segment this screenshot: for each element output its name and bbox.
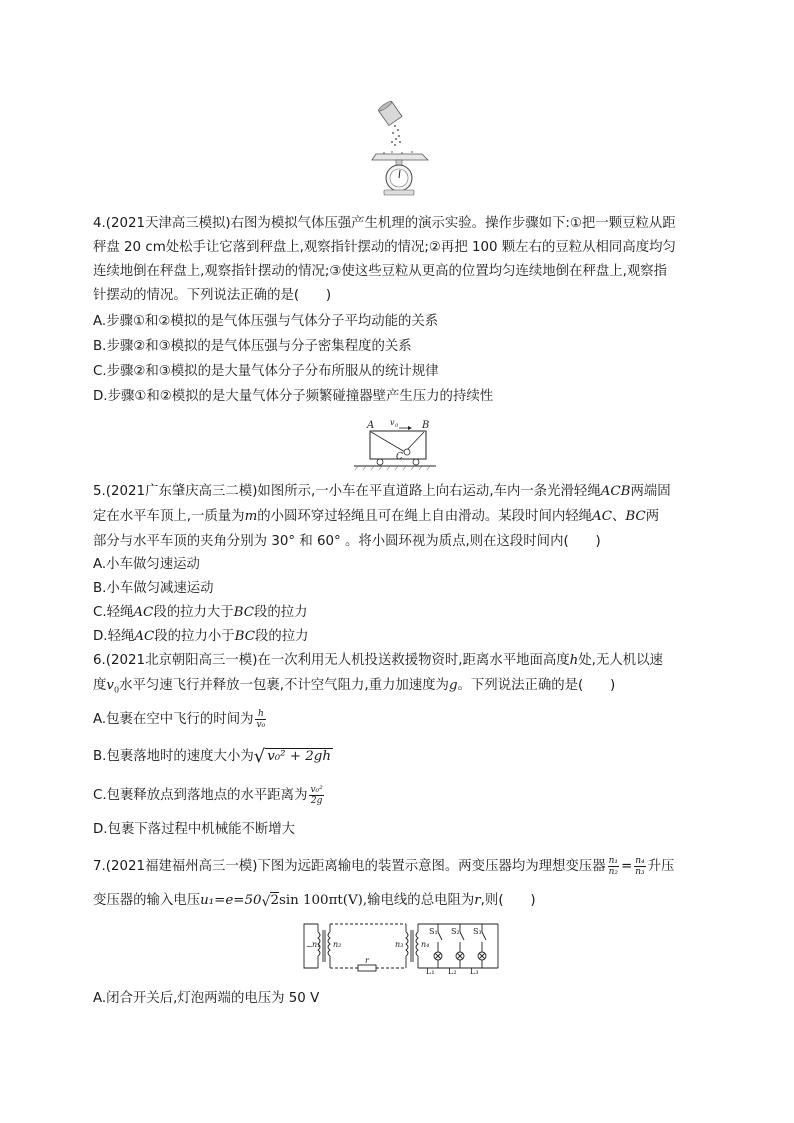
- fig-l1: L₁: [426, 967, 435, 976]
- q4-stem-line4: 针摆动的情况。下列说法正确的是( ): [93, 288, 332, 303]
- fig-label-b: B: [422, 420, 430, 431]
- q5-option-c: C.轻绳AC段的拉力大于BC段的拉力: [93, 605, 308, 620]
- q6-option-d: D.包裹下落过程中机械能不断增大: [93, 822, 296, 837]
- q6-a-fraction: $\frac{h}{\text{v₀}}$: [256, 708, 266, 730]
- q5-option-d: D.轻绳AC段的拉力小于BC段的拉力: [93, 629, 309, 644]
- q4-option-a: A.步骤①和②模拟的是气体压强与气体分子平均动能的关系: [93, 314, 439, 329]
- q4-stem-line1: 4.(2021天津高三模拟)右图为模拟气体压强产生机理的演示实验。操作步骤如下:①把一颗豆粒从距: [93, 216, 676, 231]
- q6-stem-line2: 度$v_0$水平匀速飞行并释放一包裹,不计空气阻力,重力加速度为g。下列说法正确的是( ): [93, 678, 616, 695]
- fig-s2: S₂: [451, 927, 460, 936]
- fig-s1: S₁: [429, 927, 438, 936]
- q5-option-a: A.小车做匀速运动: [93, 557, 200, 572]
- q5-option-b: B.小车做匀减速运动: [93, 581, 214, 596]
- q4-stem-line3: 连续地倒在秤盘上,观察指针摆动的情况;③使这些豆粒从更高的位置均匀连续地倒在秤盘上,观察指: [93, 264, 668, 279]
- fig-label-v: v: [390, 418, 395, 427]
- fig-label-a: A: [367, 420, 375, 431]
- q4-option-d: D.步骤①和②模拟的是大量气体分子频繁碰撞器壁产生压力的持续性: [93, 389, 494, 404]
- fig-l3: L₃: [470, 967, 479, 976]
- fig-label-c: C: [396, 452, 403, 462]
- q6-stem-line1: 6.(2021北京朝阳高三一模)在一次利用无人机投送救援物资时,距离水平地面高度h处,无人机以速: [93, 653, 663, 668]
- bean-scale-figure: [362, 98, 442, 198]
- fig-n2: n₂: [333, 940, 342, 949]
- fig-n3: n₃: [395, 940, 404, 949]
- q7-option-a: A.闭合开关后,灯泡两端的电压为 50 V: [93, 991, 320, 1006]
- q7-fraction-1: $\frac{\text{n₁}}{\text{n₂}}$: [608, 855, 618, 877]
- q6-option-b: B.包裹落地时的速度大小为√ v₀² + 2gh: [93, 746, 331, 767]
- svg-text:~: ~: [306, 942, 313, 951]
- fig-s3: S₃: [473, 927, 482, 936]
- fig-l2: L₂: [448, 967, 457, 976]
- q4-stem-line2: 秤盘 20 cm处松手让它落到秤盘上,观察指针摆动的情况;②再把 100 颗左右的豆粒从相同高度均匀: [93, 240, 676, 255]
- q7-fraction-2: $\frac{\text{n₄}}{\text{n₃}}$: [635, 855, 645, 877]
- q6-c-fraction: $\frac{\text{v₀²}}{2g}$: [310, 784, 323, 806]
- q6-option-a: A.包裹在空中飞行的时间为 $\frac{h}{\text{v₀}}$: [93, 708, 266, 730]
- q4-option-b: B.步骤②和③模拟的是气体压强与分子密集程度的关系: [93, 339, 412, 354]
- fig-n4: n₄: [421, 940, 430, 949]
- q4-option-c: C.步骤②和③模拟的是大量气体分子分布所服从的统计规律: [93, 364, 439, 379]
- q5-stem-line1: 5.(2021广东肇庆高三二模)如图所示,一小车在平直道路上向右运动,车内一条光滑轻绳ACB两端固: [93, 484, 671, 499]
- q7-stem-line1: 7.(2021福建福州高三一模)下图为远距离输电的装置示意图。两变压器均为理想变压器 $\frac{\text{n₁}}{\text{n₂}}$ = $\frac{\text{n₄}}{\text{n₃}}$ 升压: [93, 855, 675, 877]
- fig-label-v-sub: 0: [395, 423, 399, 429]
- q7-stem-line2: 变压器的输入电压u₁=e=50√2sin 100πt(V),输电线的总电阻为r,则( ): [93, 893, 536, 910]
- cart-figure: [350, 415, 440, 473]
- fig-r: r: [365, 956, 369, 965]
- transmission-circuit-figure: [298, 918, 504, 976]
- q5-stem-line2: 定在水平车顶上,一质量为m的小圆环穿过轻绳且可在绳上自由滑动。某段时间内轻绳AC、BC两: [93, 509, 660, 524]
- fig-n1: n₁: [312, 940, 321, 949]
- q6-option-c: C.包裹释放点到落地点的水平距离为 $\frac{\text{v₀²}}{2g}$: [93, 784, 323, 806]
- q5-stem-line3: 部分与水平车顶的夹角分别为 30° 和 60° 。将小圆环视为质点,则在这段时间内( ): [93, 534, 601, 549]
